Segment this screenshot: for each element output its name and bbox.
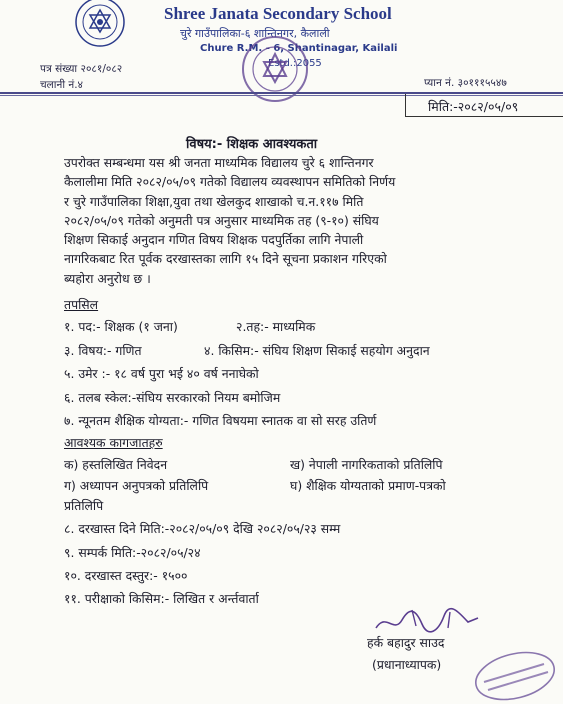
dispatch-number: चलानी नं.४ xyxy=(40,79,84,91)
school-name: Shree Janata Secondary School xyxy=(164,4,392,23)
school-address-english: Chure R.M. - 6, Shantinagar, Kailali xyxy=(200,43,398,54)
letter-subject: विषय:- शिक्षक आवश्यकता xyxy=(186,137,318,152)
document-item-b: ख) नेपाली नागरिकताको प्रतिलिपि xyxy=(290,457,443,472)
level-line: २.तह:- माध्यमिक xyxy=(236,319,316,334)
exam-type: ११. परीक्षाको किसिम:- लिखित र अर्न्तवार्ता xyxy=(64,591,259,606)
pan-number: प्यान नं. ३०१११५५४७ xyxy=(424,77,507,89)
paragraph-line: २०८२/०५/०९ गतेको अनुमती पत्र अनुसार माध्यमिक तह (९-१०) संघिय xyxy=(64,212,379,228)
paragraph-line: र चुरे गाउँपालिका शिक्षा,युवा तथा खेलकुद शाखाको च.न.११७ मिति xyxy=(64,193,364,209)
reference-number: पत्र संख्या २०८१/०८२ xyxy=(40,63,123,75)
document-item-c: ग) अध्यापन अनुपत्रको प्रतिलिपि xyxy=(64,478,209,493)
document-item-d: घ) शैक्षिक योग्यताको प्रमाण-पत्रको xyxy=(290,478,446,493)
paragraph-line: नागरिकबाट रित पूर्वक दरखास्तका लागि १५ दिने सूचना प्रकाशन गरिएको xyxy=(64,251,387,267)
salary-line: ६. तलब स्केल:-संघिय सरकारको नियम बमोजिम xyxy=(64,390,281,405)
school-logo-emblem xyxy=(68,0,132,50)
qualification-line: ७. न्यूनतम शैक्षिक योग्यता:- गणित विषयमा स्नातक वा सो सरह उतिर्ण xyxy=(64,413,377,428)
post-line: १. पद:- शिक्षक (१ जना) xyxy=(64,319,178,334)
type-line: ४. किसिम:- संघिय शिक्षण सिकाई सहयोग अनुदान xyxy=(204,343,430,358)
signer-name: हर्क बहादुर साउद xyxy=(367,635,445,650)
details-heading: तपसिल xyxy=(64,297,99,312)
contact-date: ९. सम्पर्क मिति:-२०८२/०५/२४ xyxy=(64,545,201,560)
age-line: ५. उमेर :- १८ वर्ष पुरा भई ४० वर्ष ननाघेको xyxy=(64,366,259,381)
document-item-a: क) हस्तलिखित निवेदन xyxy=(64,457,168,472)
established-year: Estd.:2055 xyxy=(268,58,322,69)
paragraph-line: उपरोक्त सम्बन्धमा यस श्री जनता माध्यमिक विद्यालय चुरे ६ शान्तिनगर xyxy=(64,155,374,170)
principal-stamp xyxy=(470,640,560,704)
notice-paragraph xyxy=(64,153,496,288)
paragraph-line: शिक्षण सिकाई अनुदान गणित विषय शिक्षक पदपुर्तिका लागि नेपाली xyxy=(64,232,364,248)
subject-line: ३. विषय:- गणित xyxy=(64,343,142,358)
paragraph-line: कैलालीमा मिति २०८२/०५/०९ गतेको विद्यालय व्यवस्थापन समितिको निर्णय xyxy=(64,174,396,190)
document-item-d-continued: प्रतिलिपि xyxy=(64,498,104,513)
letter-date: मिति:-२०८२/०५/०९ xyxy=(428,99,519,114)
signer-role: (प्रधानाध्यापक) xyxy=(372,657,442,672)
paragraph-line: ब्यहोरा अनुरोध छ । xyxy=(64,270,151,286)
application-fee: १०. दरखास्त दस्तुर:- १५०० xyxy=(64,568,188,583)
documents-heading: आवश्यक कागजातहरु xyxy=(64,435,163,450)
application-dates: ८. दरखास्त दिने मिति:-२०८२/०५/०९ देखि २०८२/०५/२३ सम्म xyxy=(64,521,341,536)
handwritten-signature xyxy=(372,606,482,636)
school-address-nepali: चुरे गाउँपालिका-६ शान्तिनगर, कैलाली xyxy=(180,27,330,40)
